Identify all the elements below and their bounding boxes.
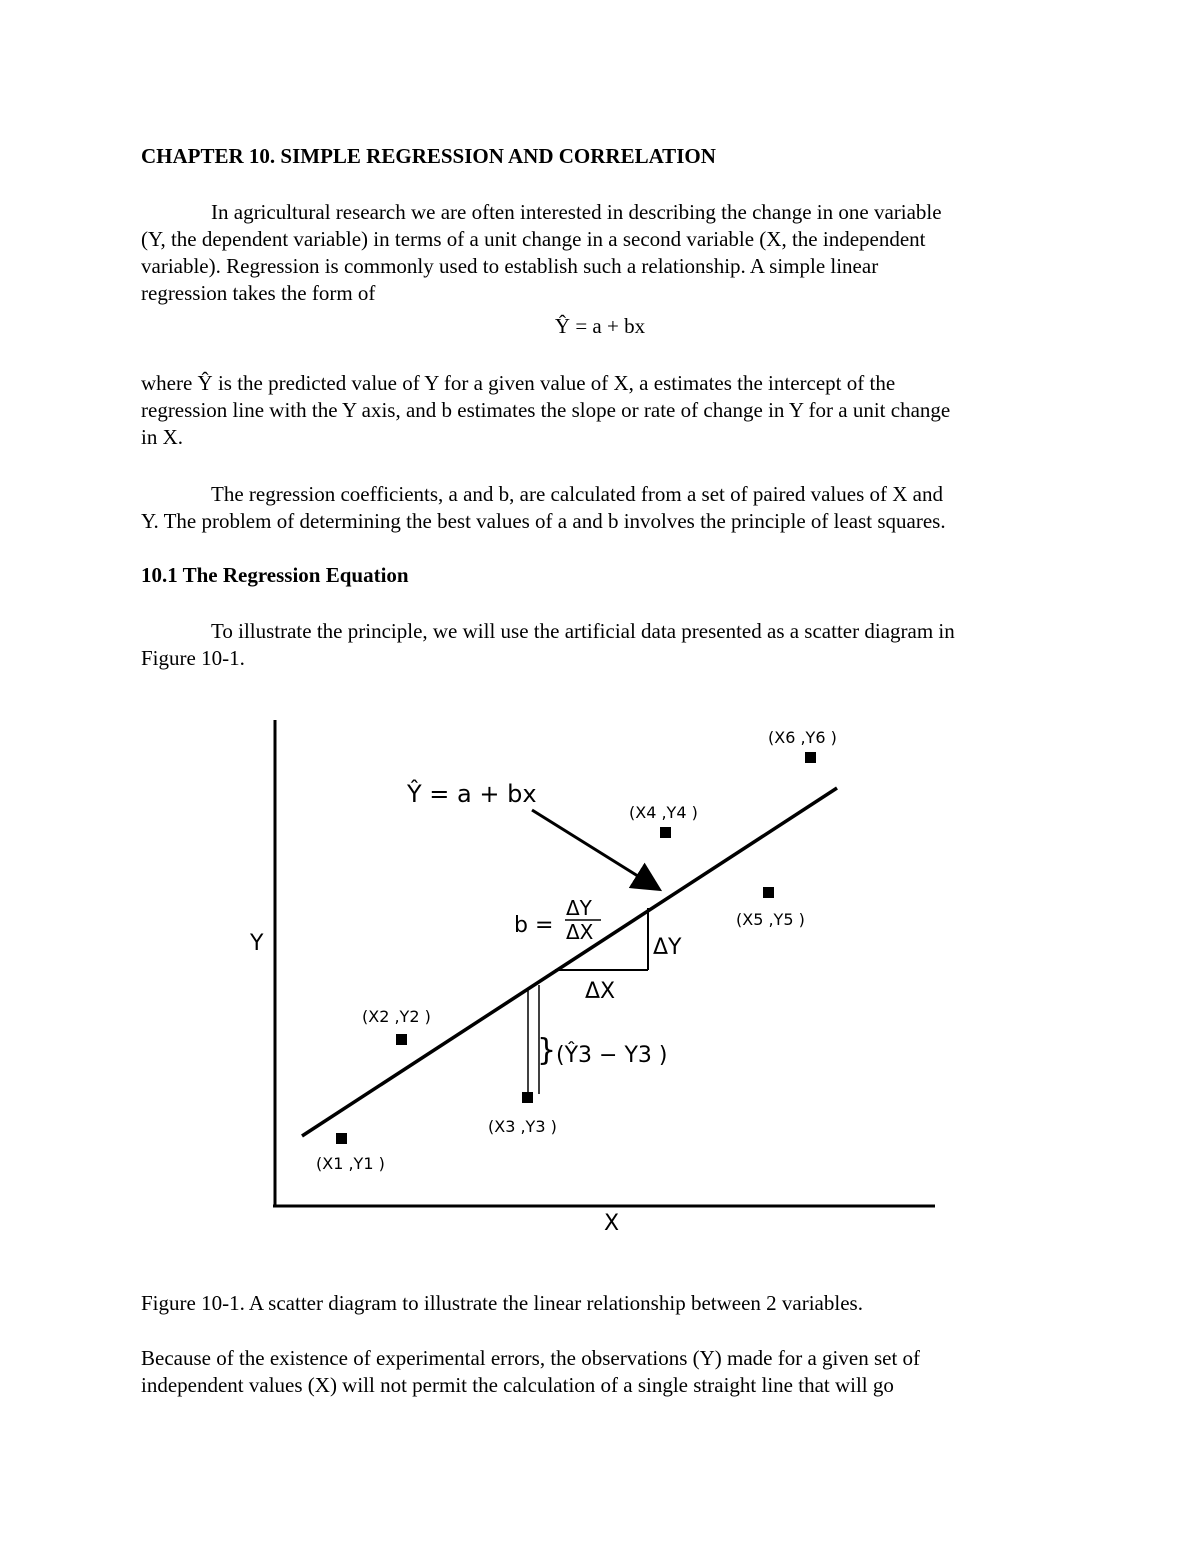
intro-line-4: regression takes the form of [141, 281, 376, 305]
delta-y-label: ΔY [653, 935, 682, 960]
point-label-6: (X6 ,Y6 ) [768, 728, 837, 747]
point-label-4: (X4 ,Y4 ) [629, 803, 698, 822]
illustrate-line-2: Figure 10-1. [141, 646, 245, 670]
coefficients-line-2: Y. The problem of determining the best values of a and b involves the principle of least squares. [141, 509, 946, 533]
point-label-3: (X3 ,Y3 ) [488, 1117, 557, 1136]
coefficients-line-1: The regression coefficients, a and b, are calculated from a set of paired values of X and [211, 482, 943, 506]
data-point-1 [336, 1133, 347, 1144]
point-label-1: (X1 ,Y1 ) [316, 1154, 385, 1173]
where-line-1: where Ŷ is the predicted value of Y for a given value of X, a estimates the intercept of the [141, 371, 896, 395]
y-axis-label: Y [250, 931, 264, 956]
where-line-2: regression line with the Y axis, and b estimates the slope or rate of change in Y for a unit change [141, 398, 951, 422]
equation-label: Ŷ = a + bx [407, 780, 537, 808]
data-point-5 [763, 887, 774, 898]
point-label-2: (X2 ,Y2 ) [362, 1007, 431, 1026]
intro-line-1: In agricultural research we are often interested in describing the change in one variable [211, 200, 942, 224]
illustrate-line-1: To illustrate the principle, we will use the artificial data presented as a scatter diagram in [211, 619, 955, 643]
regression-line [302, 788, 837, 1136]
data-point-6 [805, 752, 816, 763]
section-heading: 10.1 The Regression Equation [141, 563, 409, 587]
slope-b-label: b = [514, 913, 554, 938]
chapter-title: CHAPTER 10. SIMPLE REGRESSION AND CORRELATION [141, 144, 716, 168]
residual-brace: } [537, 1033, 557, 1068]
figure-caption: Figure 10-1. A scatter diagram to illustrate the linear relationship between 2 variables. [141, 1291, 863, 1315]
slope-denominator: ΔX [566, 920, 594, 944]
intro-line-3: variable). Regression is commonly used to establish such a relationship. A simple linear [141, 254, 879, 278]
closing-line-1: Because of the existence of experimental errors, the observations (Y) made for a given set of [141, 1346, 921, 1370]
residual-label: (Ŷ3 − Y3 ) [556, 1043, 668, 1068]
data-point-3 [522, 1092, 533, 1103]
x-axis-label: X [604, 1211, 620, 1236]
point-label-5: (X5 ,Y5 ) [736, 910, 805, 929]
where-line-3: in X. [141, 425, 183, 449]
closing-line-2: independent values (X) will not permit the calculation of a single straight line that will go [141, 1373, 894, 1397]
data-point-4 [660, 827, 671, 838]
regression-equation: Ŷ = a + bx [554, 314, 646, 338]
data-point-2 [396, 1034, 407, 1045]
intro-line-2: (Y, the dependent variable) in terms of a unit change in a second variable (X, the independent [141, 227, 926, 251]
slope-numerator: ΔY [566, 896, 592, 920]
delta-x-label: ΔX [585, 979, 616, 1004]
